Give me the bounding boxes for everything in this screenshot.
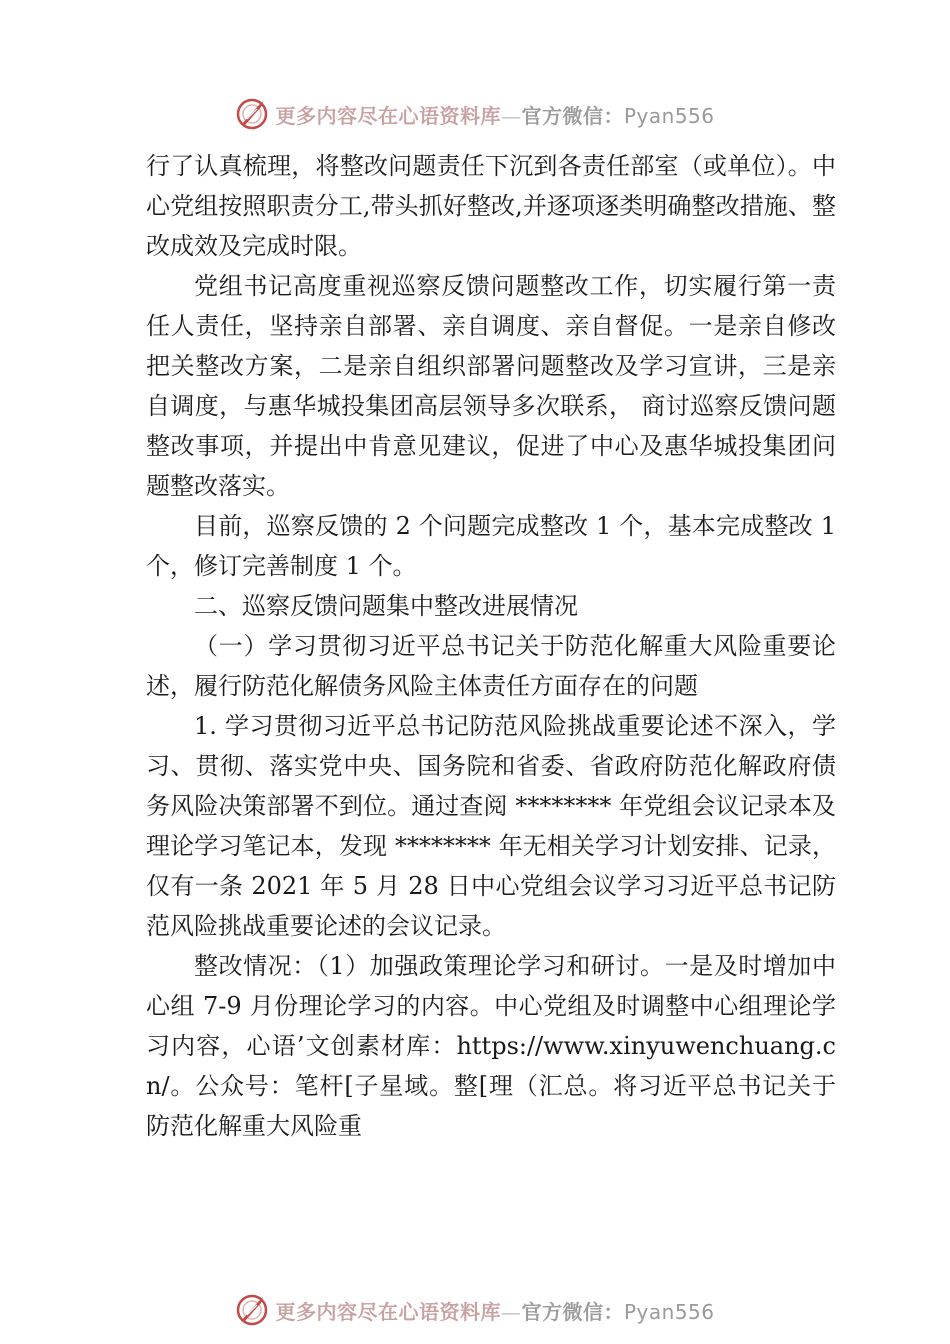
- footer-brand: 更多内容尽在心语资料库: [275, 1299, 501, 1324]
- footer-dash: —: [500, 1299, 522, 1324]
- quill-logo-icon: [235, 1293, 269, 1327]
- footer-wechat-id: Pyan556: [623, 1299, 715, 1324]
- header-banner: [0, 94, 950, 134]
- footer-banner: [0, 1290, 950, 1330]
- paragraph-2: 党组书记高度重视巡察反馈问题整改工作，切实履行第一责任人责任，坚持亲自部署、亲自调度、亲自督促。一是亲自修改把关整改方案，二是亲自组织部署问题整改及学习宣讲，三是亲自调度，与惠华城投集团高层领导多次联系， 商讨巡察反馈问题整改事项，并提出中肯意见建议，促进了中心及惠华城投集团问题整改落实。: [146, 272, 836, 500]
- footer-text: [275, 1296, 714, 1325]
- quill-logo-icon: [235, 97, 269, 131]
- header-brand: 更多内容尽在心语资料库: [275, 103, 501, 128]
- document-body: [146, 146, 836, 1146]
- subsection-heading: （一）学习贯彻习近平总书记关于防范化解重大风险重要论述，履行防范化解债务风险主体责任方面存在的问题: [146, 632, 836, 700]
- paragraph-1: 行了认真梳理，将整改问题责任下沉到各责任部室（或单位）。中心党组按照职责分工,带头抓好整改,并逐项逐类明确整改措施、整改成效及完成时限。: [146, 152, 836, 260]
- header-dash: —: [500, 103, 522, 128]
- header-text: [275, 100, 714, 129]
- header-wechat-id: Pyan556: [623, 103, 715, 128]
- paragraph-item-1: 1. 学习贯彻习近平总书记防范风险挑战重要论述不深入，学习、贯彻、落实党中央、国务院和省委、省政府防范化解政府债务风险决策部署不到位。通过查阅 ******** 年党组会议记录本及理论学习笔记本，发现 ******** 年无相关学习计划安排、记录，仅有一条 2021 年 5 月 28 日中心党组会议学习习近平总书记防范风险挑战重要论述的会议记录。: [146, 712, 836, 940]
- section-heading: 二、巡察反馈问题集中整改进展情况: [194, 592, 578, 620]
- footer-wechat-label: 官方微信：: [521, 1299, 624, 1324]
- paragraph-3: 目前，巡察反馈的 2 个问题完成整改 1 个，基本完成整改 1 个，修订完善制度 1 个。: [146, 512, 836, 580]
- header-wechat-label: 官方微信：: [521, 103, 624, 128]
- paragraph-rectification: 整改情况：（1）加强政策理论学习和研讨。一是及时增加中心组 7-9 月份理论学习的内容。中心党组及时调整中心组理论学习内容，心语’文创素材库：https://www.xinyuwenchuang.cn/。公众号：笔杆[子星域。整[理（汇总。将习近平总书记关于防范化解重大风险重: [146, 952, 836, 1140]
